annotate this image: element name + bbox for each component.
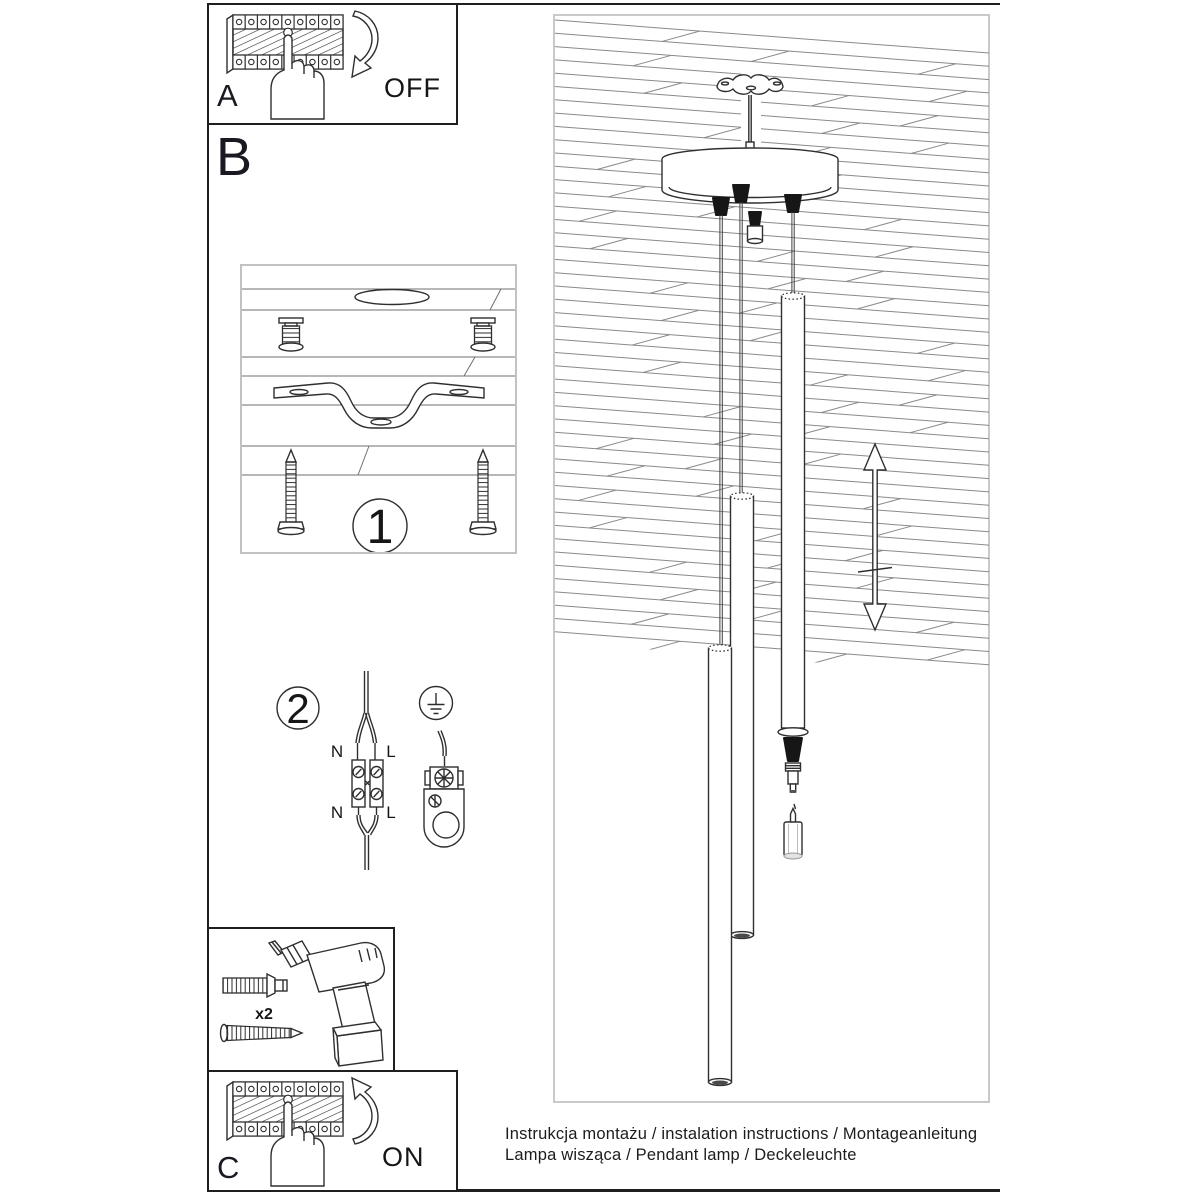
ground-wire-icon (438, 731, 446, 767)
ground-symbol-icon (420, 687, 453, 720)
wall-anchor-icon (471, 318, 495, 351)
panel-c-label: C (217, 1150, 240, 1185)
panel-a-label: A (217, 78, 238, 113)
drill-icon (269, 941, 384, 1066)
curved-arrow-down-icon (352, 11, 378, 77)
screw-icon (221, 1025, 303, 1042)
main-diagram-box (553, 14, 990, 1103)
tools-illustration (209, 929, 393, 1070)
breaker-strip-icon (227, 1082, 343, 1186)
panel-c-power-on (207, 1070, 458, 1192)
screw-icon (470, 450, 496, 535)
mounting-bracket-icon (717, 75, 783, 94)
tools-box (207, 927, 395, 1072)
footer-line1: Instrukcja montażu / instalation instructions / Montageanleitung (505, 1125, 978, 1143)
wire-label-n-bottom: N (330, 803, 344, 822)
step1-number: 1 (366, 501, 394, 552)
wire-label-l-bottom: L (386, 803, 396, 822)
breaker-off-illustration (209, 5, 456, 123)
ground-clamp-icon (424, 767, 464, 847)
step1-box (240, 264, 517, 554)
terminal-block-icon (352, 760, 383, 807)
wall-anchor-icon (279, 318, 303, 351)
panel-c-action: ON (382, 1142, 425, 1172)
supply-cable-icon (356, 671, 377, 760)
breaker-strip-icon (227, 15, 343, 119)
curved-arrow-up-icon (352, 1078, 378, 1144)
connector-parts (784, 738, 802, 793)
panel-a-power-off (207, 3, 458, 125)
bulb-icon (784, 804, 802, 859)
pendant-lamp-illustration (555, 16, 989, 1102)
lamp-cable-icon (357, 807, 378, 870)
panel-b-label: B (216, 127, 253, 187)
wall-plug-icon (223, 974, 287, 997)
footer-line2: Lampa wisząca / Pendant lamp / Deckeleuchte (505, 1146, 857, 1164)
pendant-tube-right (778, 293, 808, 736)
ceiling-planks-icon (555, 20, 989, 678)
step2-number: 2 (286, 685, 310, 732)
wire-label-n-top: N (330, 742, 344, 761)
step1-illustration (242, 266, 515, 552)
step2-illustration (258, 663, 478, 878)
anchor-quantity: x2 (255, 1006, 273, 1023)
breaker-on-illustration (209, 1072, 456, 1190)
pendant-tube-middle (731, 493, 754, 939)
canopy-icon (662, 148, 838, 203)
ceiling-hole-icon (355, 290, 429, 305)
pendant-tube-left (709, 645, 732, 1086)
screw-icon (278, 450, 304, 535)
panel-a-action: OFF (384, 73, 441, 103)
ceiling-planks-icon (242, 289, 515, 475)
wire-label-l-top: L (386, 742, 396, 761)
